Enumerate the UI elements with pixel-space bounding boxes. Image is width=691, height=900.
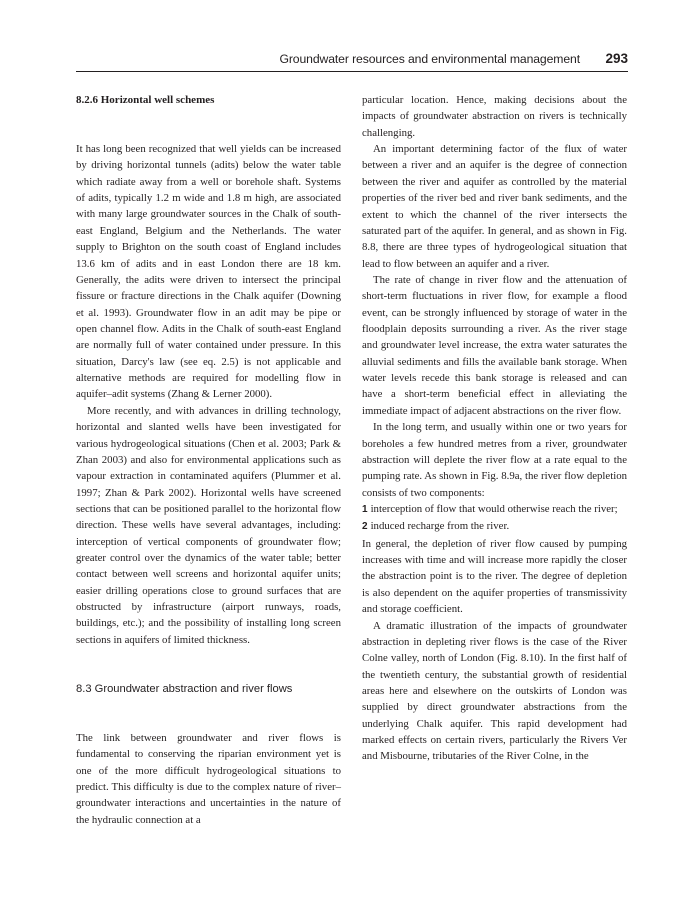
list-number: 1	[362, 503, 368, 515]
page-number: 293	[605, 51, 628, 66]
paragraph: More recently, and with advances in drilling technology, horizontal and slanted wells have been investigated for various hydrogeological situations (Chen et al. 2003; Park & Zhan 2003) and also for environmental applications such as vapour extraction in contaminated aquifers (Plummer et al. 1997; Zhan & Park 2002). Horizontal wells have screened sections that can be positioned parallel to the horizontal flow direction. These wells have several advantages, including: interception of vertical components of groundwater flow; greater control over the dynamics of the water table; better contact between well screens and horizontal aquifer units; easier drilling operations close to ground surfaces that are obstructed by infrastructure (airport runways, roads, buildings, etc.); and the possibility of installing long screen sections in aquifers of limited thickness.	[76, 404, 341, 646]
list-item	[362, 518, 627, 535]
paragraph: particular location. Hence, making decisions about the impacts of groundwater abstraction on rivers is technically challenging.	[362, 94, 627, 139]
running-head	[76, 52, 628, 72]
list-text: induced recharge from the river.	[370, 520, 510, 533]
left-column	[76, 92, 341, 828]
paragraph: In the long term, and usually within one or two years for boreholes a few hundred metres from a river, groundwater abstraction will deplete the river flow at a rate equal to the pumping rate. As shown in Fig. 8.9a, the river flow depletion consists of two components:	[362, 421, 627, 499]
paragraph: It has long been recognized that well yields can be increased by driving horizontal tunnels (adits) below the water table which radiate away from a well or borehole shaft. Systems of adits, typically 1.2 m wide and 1.8 m high, are associated with many large groundwater sources in the Chalk of south-east England, Belgium and the Netherlands. The water supply to Brighton on the south coast of England includes 13.6 km of adits and in east London there are 18 km. Generally, the adits were driven to intersect the principal fissure or fracture directions in the Chalk aquifer (Downing et al. 1993). Groundwater flow in an adit may be pipe or open channel flow. Adits in the Chalk of south-east England are normally full of water contained under pressure. In this situation, Darcy's law (see eq. 2.5) is not applicable and alternative methods are required for modelling flow in aquifer–adit systems (Zhang & Lerner 2000).	[76, 143, 341, 401]
header-rule	[76, 71, 628, 72]
right-column	[362, 92, 627, 765]
section-heading: 8.3 Groundwater abstraction and river flows	[76, 682, 293, 695]
running-title: Groundwater resources and environmental management	[279, 52, 580, 66]
paragraph: A dramatic illustration of the impacts of groundwater abstraction in depleting river flows is the case of the River Colne valley, north of London (Fig. 8.10). In the first half of the twentieth century, the substantial growth of residential areas here and elsewhere on the outskirts of London was supplied by direct groundwater abstractions from the underlying Chalk aquifer. This rapid development had marked effects on certain rivers, particularly the Rivers Ver and Misbourne, tributaries of the River Colne, in the	[362, 619, 627, 763]
paragraph: In general, the depletion of river flow caused by pumping increases with time and will increase more rapidly the closer the abstraction point is to the river. The degree of depletion is also dependent on the aquifer properties of transmissivity and storage coefficient.	[362, 537, 627, 616]
paragraph: The link between groundwater and river flows is fundamental to conserving the riparian environment yet is one of the more difficult hydrogeological situations to predict. This difficulty is due to the complex nature of river–groundwater interactions and uncertainties in the nature of the hydraulic connection at a	[76, 731, 341, 826]
list-text: interception of flow that would otherwise reach the river;	[370, 502, 618, 515]
subsection-heading: 8.2.6 Horizontal well schemes	[76, 94, 215, 106]
list-item	[362, 501, 627, 518]
list-number: 2	[362, 521, 368, 533]
paragraph: The rate of change in river flow and the attenuation of short-term fluctuations in river flow, for example a flood event, can be strongly influenced by storage of water in the floodplain deposits surrounding a river. As the river stage and groundwater level increase, the extra water saturates the alluvial sediments and fills the available bank storage. When water levels recede this bank storage is released and can have a short-term beneficial effect in alleviating the immediate impact of adjacent abstractions on the river flow.	[362, 273, 627, 417]
paragraph: An important determining factor of the flux of water between a river and an aquifer is the degree of connection between the river and aquifer as controlled by the material properties of the river bed and river bank sediments, and the extent to which the channel of the river intersects the saturated part of the aquifer. In general, and as shown in Fig. 8.8, there are three types of hydrogeological situation that lead to flow between an aquifer and a river.	[362, 143, 627, 270]
